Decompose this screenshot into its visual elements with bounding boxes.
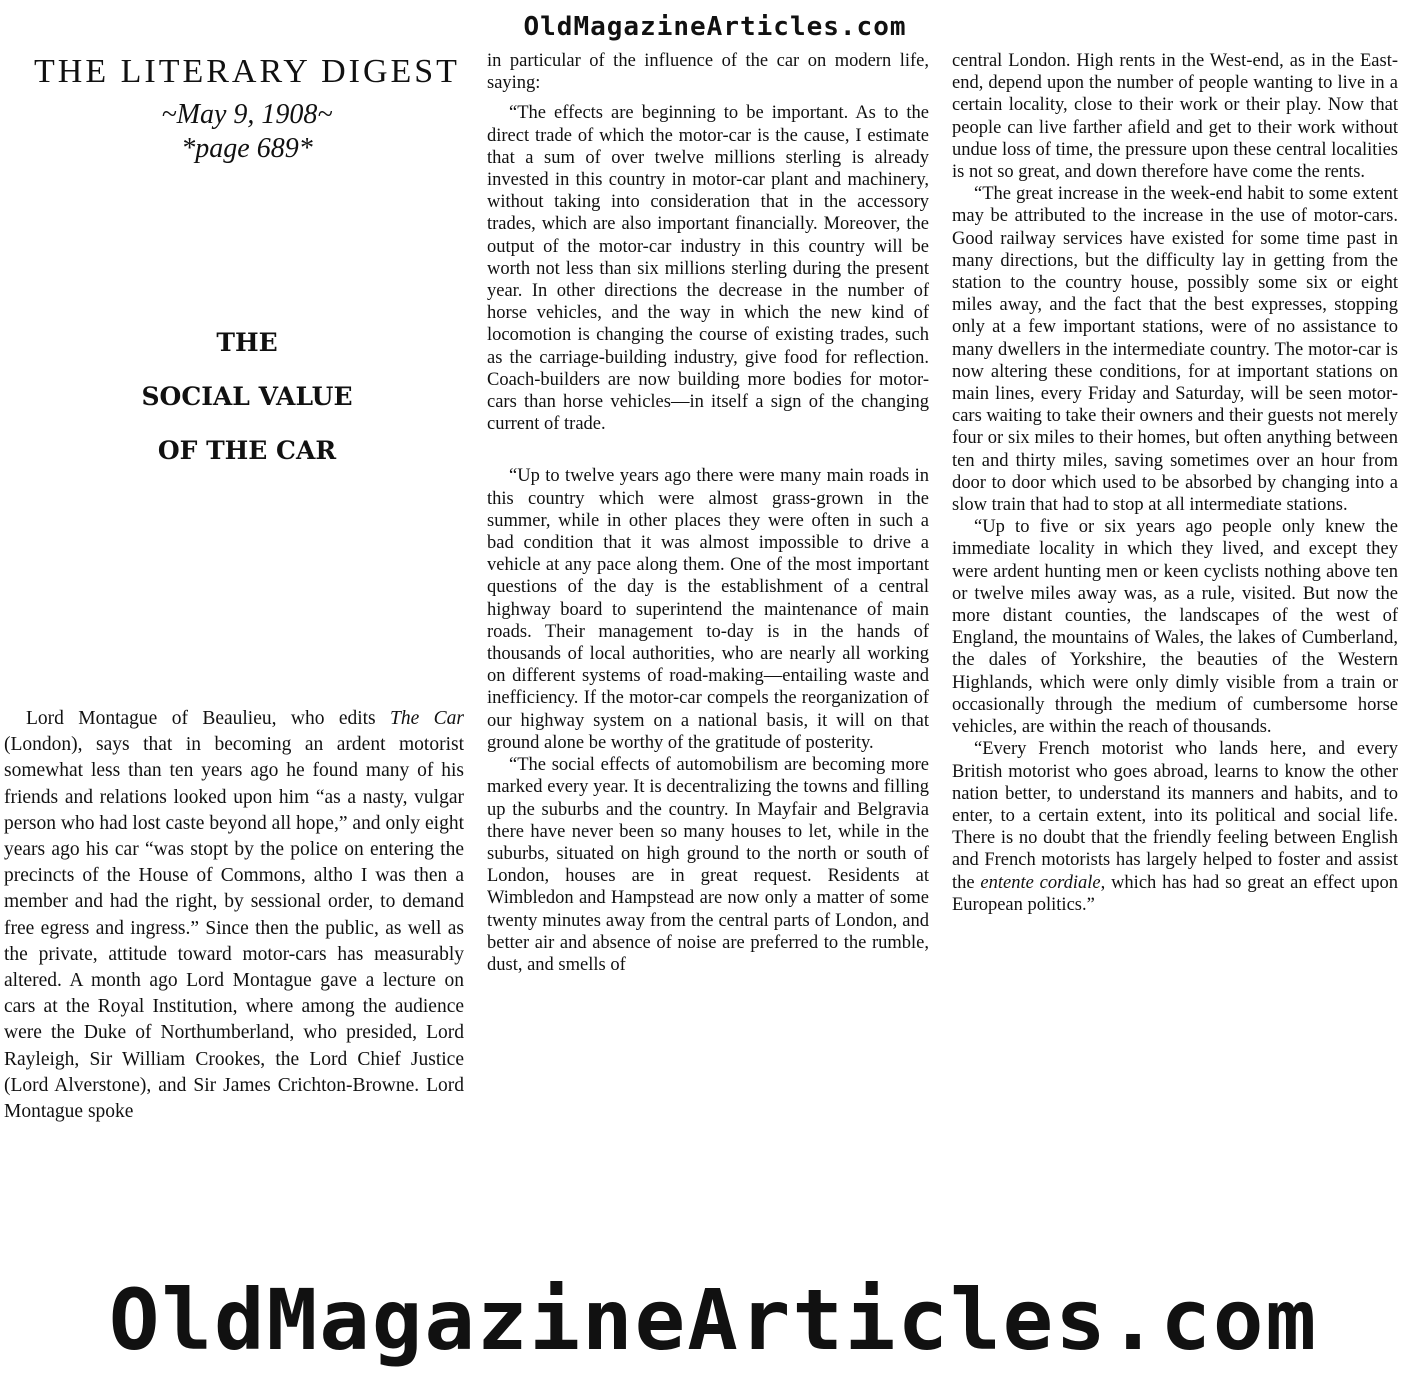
page-number: *page 689* [181, 133, 313, 164]
headline-line-1: THE [216, 328, 278, 357]
article-headline [16, 316, 478, 478]
paragraph: “Up to twelve years ago there were many main roads in this country which were almost grass-grown in the summer, while in other places they were often in such a bad condition that it was almost impossible to drive a vehicle at any pace along them. One of the most important questions of the day is the establishment of a central highway board to superintend the maintenance of main roads. Their management to-day is in the hands of thousands of local authorities, who are nearly all working on different systems of road-making—entailing waste and inefficiency. If the motor-car compels the reorganization of our highway system on a national basis, it will on that ground alone be worthy of the gratitude of posterity. [487, 466, 929, 753]
headline-line-3: OF THE CAR [157, 436, 337, 465]
text-run: (London), says that in becoming an ardent motorist somewhat less than ten years ago he found many of his friends and relations looked upon him “as a nasty, vulgar person who had lost caste beyond all hope,” and only eight years ago his car “was stopt by the police on entering the precincts of the House of Commons, altho I was then a member and had the right, by sessional order, to demand free egress and ingress.” Since then the public, as well as the private, attitude toward motor-cars has measurably altered. A month ago Lord Montague gave a lecture on cars at the Royal Institution, where among the audience were the Duke of Northumberland, who presided, Lord Rayleigh, Sir William Crookes, the Lord Chief Justice (Lord Alverstone), and Sir James Crichton-Browne. Lord Montague spoke [4, 734, 464, 1123]
paragraph [4, 706, 464, 1125]
text-run: “Every French motorist who lands here, and every British motorist who goes abroad, learns to know the other nation better, to understand its manners and habits, and to enter, to a certain extent, into its political and social life. There is no doubt that the friendly feeling between English and French motorists has largely helped to foster and assist the [952, 739, 1398, 893]
paragraph: “The great increase in the week-end habit to some extent may be attributed to the increase in the use of motor-cars. Good railway services have existed for some time past in many directions, but the difficulty lay in getting from the station to the country house, possibly some six or eight miles away, and the fact that the best expresses, stopping only at a few important stations, were of no assistance to many dwellers in the intermediate country. The motor-car is now altering these conditions, for at important stations on main lines, every Friday and Saturday, will be seen motor-cars waiting to take their owners and their guests not merely four or six miles to their homes, but often anything between ten and thirty miles, saving sometimes over an hour from door to door which used to be absorbed by changing into a slow train that had to stop at all intermediate stations. [952, 184, 1398, 516]
article-column-1 [4, 706, 464, 1125]
paragraph [952, 738, 1398, 916]
paragraph: “The social effects of automobilism are becoming more marked every year. It is decentralizing the towns and filling up the suburbs and the country. In Mayfair and Belgravia there have never been so many houses to let, while in the suburbs, situated on high ground to the north or south of London, houses are in great request. Residents at Wimbledon and Hampstead are now only a matter of some twenty minutes away from the central parts of London, and better air and absence of noise are preferred to the rumble, dust, and smells of [487, 755, 929, 975]
text-run: Lord Montague of Beaulieu, who edits [26, 708, 391, 729]
paragraph: “Up to five or six years ago people only knew the immediate locality in which they lived, and except they were ardent hunting men or keen cyclists nothing above ten or twelve miles away was, as a rule, visited. But now the more distant counties, the landscapes of the west of England, the mountains of Wales, the lakes of Cumberland, the dales of Yorkshire, the beauties of the Western Highlands, which were only dimly visible from a train or occasionally through the medium of cumbersome horse vehicles, are within the reach of thousands. [952, 517, 1398, 738]
headline-line-2: SOCIAL VALUE [141, 382, 353, 411]
paragraph: central London. High rents in the West-end, as in the East-end, depend upon the number of people wanting to live in a certain locality, close to their work or their play. Now that people can live farther afield and get to their work without undue loss of time, the pressure upon these central localities is not so great, and down therefore have come the rents. [952, 51, 1398, 183]
watermark-top: OldMagazineArticles.com [523, 12, 907, 42]
issue-date: ~May 9, 1908~ [161, 99, 333, 130]
italic-phrase: entente cordiale [980, 872, 1101, 893]
publication-name: The Car [390, 708, 464, 729]
publication-title: THE LITERARY DIGEST [34, 53, 460, 90]
paragraph: in particular of the influence of the car on modern life, saying: [487, 51, 929, 94]
watermark-bottom: OldMagazineArticles.com [108, 1271, 1319, 1369]
text-run: , which has had so great an effect upon European politics.” [952, 872, 1398, 915]
paragraph: “The effects are beginning to be important. As to the direct trade of which the motor-car is the cause, I estimate that a sum of over twelve millions sterling is already invested in this country in motor-car plant and machinery, without taking into consideration that in the accessory trades, which are also important financially. Moreover, the output of the motor-car industry in this country will be worth not less than six millions sterling during the present year. In other directions the decrease in the number of horse vehicles, and the way in which the new kind of locomotion is changing the course of existing trades, such as the carriage-building industry, give food for reflection. Coach-builders are now building more bodies for motor-cars than horse vehicles—in itself a sign of the changing current of trade. [487, 103, 929, 435]
article-column-2 [487, 50, 929, 976]
article-column-3 [952, 50, 1398, 916]
